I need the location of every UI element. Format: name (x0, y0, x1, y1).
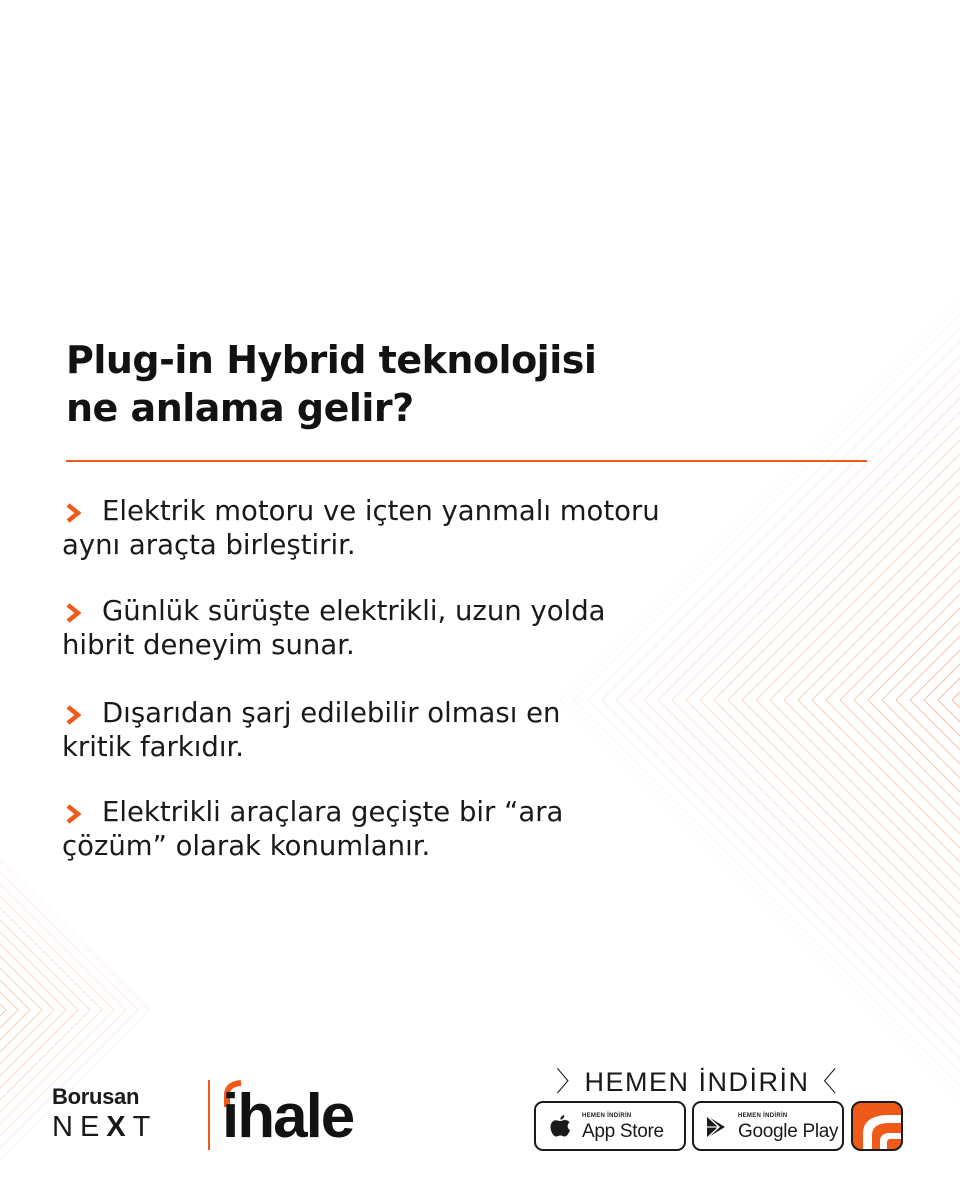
bullet-text-line-1: Elektrikli araçlara geçişte bir “ara (102, 796, 564, 828)
bullet-text-line-1: Elektrik motoru ve içten yanmalı motoru (102, 495, 660, 527)
bullet-text-line-2: aynı araçta birleştirir. (62, 529, 356, 561)
list-item (62, 795, 882, 863)
bullet-text-line-1: Dışarıdan şarj edilebilir olması en (102, 697, 561, 729)
title-divider (66, 460, 867, 462)
title-line-1: Plug-in Hybrid teknolojisi (66, 338, 597, 382)
google-play-label: Google Play (738, 1121, 839, 1142)
app-store-label: App Store (582, 1121, 664, 1142)
next-wordmark: NEXT (52, 1111, 158, 1143)
app-store-button[interactable] (534, 1101, 686, 1151)
chevron-right-icon (65, 603, 81, 623)
apple-icon (548, 1113, 572, 1141)
borusan-next-logo (52, 1084, 157, 1142)
title-line-2: ne anlama gelir? (66, 386, 414, 430)
bullet-text-line-1: Günlük sürüşte elektrikli, uzun yolda (102, 595, 606, 627)
app-logo-mark (853, 1103, 901, 1149)
logo-divider (208, 1080, 210, 1150)
bullet-text-line-2: kritik farkıdır. (62, 731, 244, 763)
list-item (62, 594, 882, 662)
chevron-right-icon (65, 804, 81, 824)
download-cta-text: 〉HEMEN İNDİRİN〈 (556, 1067, 839, 1097)
chevron-right-icon (65, 705, 81, 725)
google-play-button[interactable] (692, 1101, 844, 1151)
chevron-right-icon (65, 503, 81, 523)
app-store-small-label: HEMEN İNDİRİN (582, 1113, 632, 1119)
list-item (62, 494, 882, 562)
play-icon (704, 1114, 728, 1140)
page-title (66, 336, 886, 432)
google-play-small-label: HEMEN İNDİRİN (738, 1113, 788, 1119)
borusan-wordmark: Borusan (52, 1084, 140, 1109)
list-item (62, 696, 882, 764)
bullet-text-line-2: hibrit deneyim sunar. (62, 629, 355, 661)
bullet-text-line-2: çözüm” olarak konumlanır. (62, 830, 431, 862)
ihale-logo: ihale (222, 1082, 354, 1151)
borusan-ihale-app-icon[interactable] (851, 1101, 903, 1151)
